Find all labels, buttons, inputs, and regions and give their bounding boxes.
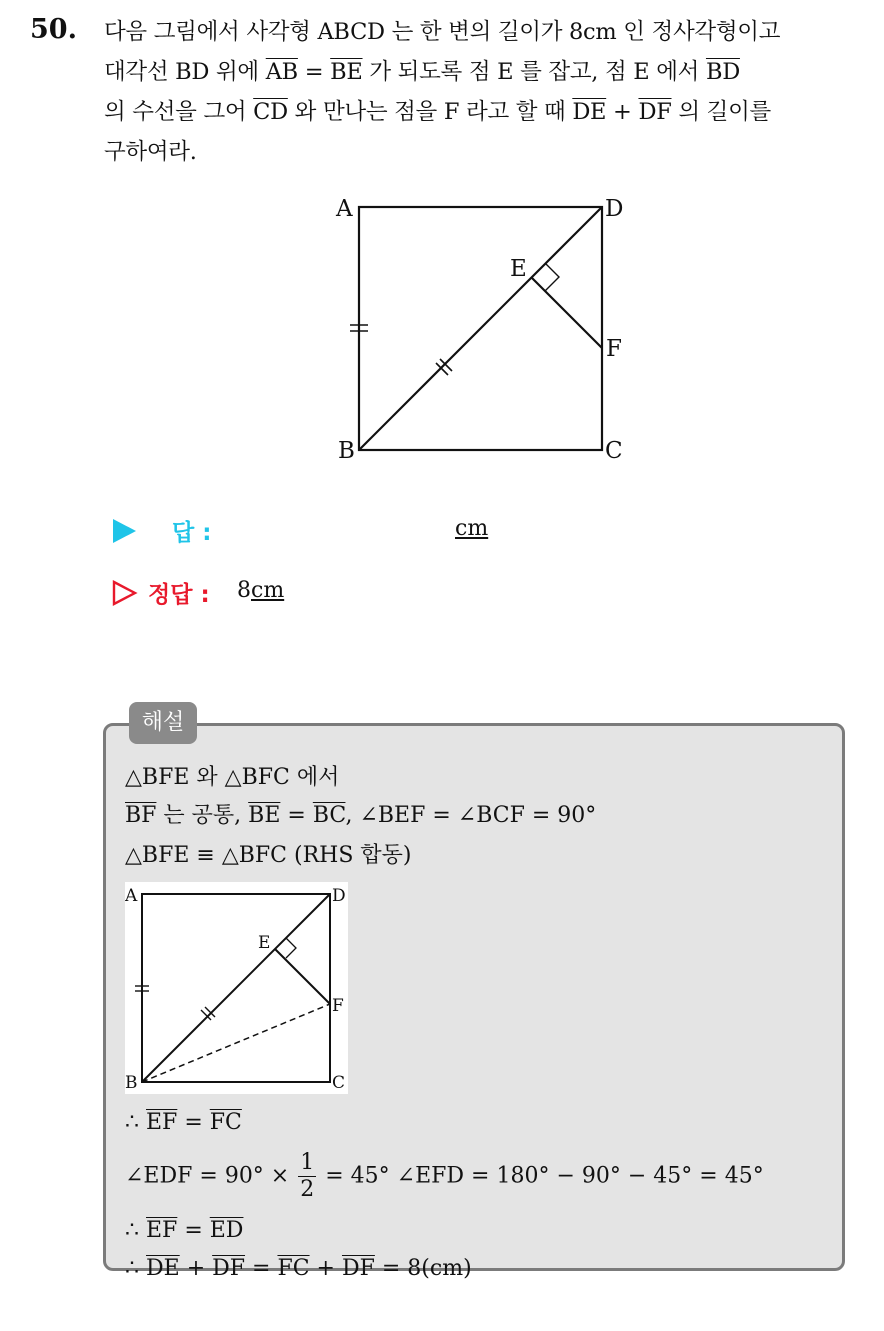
solution-line-2: $\overline{BF}$ 는 공통, $\overline{BE} = \overline{BC}$, ∠BEF = ∠BCF = 90°	[125, 803, 597, 828]
answer-unit: cm	[455, 516, 489, 541]
correct-label: 정답 :	[148, 582, 210, 608]
problem-line-3: 의 수선을 그어 $\overline{CD}$ 와 만나는 점을 F 라고 할 때 $\overline{DE} + \overline{DF}$ 의 길이를	[104, 99, 771, 125]
segment-ab: $\overline{AB}$	[265, 59, 298, 85]
solution-line-4: ∴ $\overline{EF} = \overline{FC}$	[125, 1110, 242, 1135]
problem-text	[104, 12, 864, 172]
segment-de: $\overline{DE}$	[572, 99, 607, 125]
tick-be	[436, 359, 452, 375]
perpendicular-ef	[531, 277, 602, 348]
answer-label: 답 :	[172, 520, 212, 546]
label-b: B	[338, 438, 355, 464]
play-outline-icon	[112, 580, 138, 606]
sol-label-e: E	[258, 933, 271, 953]
problem-number: 50.	[30, 14, 77, 45]
label-f: F	[606, 336, 622, 362]
play-icon	[112, 518, 138, 544]
label-e: E	[510, 256, 527, 282]
solution-tag: 해설	[129, 702, 197, 744]
sol-label-d: D	[332, 886, 346, 906]
main-figure	[330, 190, 640, 470]
problem-line-1: 다음 그림에서 사각형 ABCD 는 한 변의 길이가 8cm 인 정사각형이고	[104, 19, 781, 45]
fraction-one-half: $\frac{1}{2}$	[300, 1150, 315, 1202]
solution-line-7: ∴ $\overline{DE} + \overline{DF} = \overline{FC} + \overline{DF} = 8(cm)$	[125, 1256, 472, 1281]
segment-bd: $\overline{BD}$	[705, 59, 740, 85]
sol-label-f: F	[332, 996, 344, 1016]
label-c: C	[605, 438, 623, 464]
sol-label-c: C	[332, 1073, 346, 1093]
diagonal-bd	[359, 207, 602, 450]
sol-label-a: A	[125, 886, 138, 906]
problem-line-4: 구하여라.	[104, 139, 197, 165]
solution-line-3: △BFE ≡ △BFC (RHS 합동)	[125, 843, 412, 868]
label-d: D	[605, 196, 624, 222]
segment-cd: $\overline{CD}$	[253, 99, 288, 125]
segment-df: $\overline{DF}$	[638, 99, 672, 125]
solution-figure	[125, 882, 348, 1094]
solution-line-5: ∠EDF = 90° × $\frac{1}{2}$ = 45° ∠EFD = 180° − 90° − 45° = 45°	[125, 1150, 764, 1202]
right-angle-mark	[545, 263, 559, 291]
sol-label-b: B	[125, 1073, 138, 1093]
correct-value: 8	[237, 578, 251, 603]
correct-unit: cm	[251, 578, 285, 603]
problem-line-2: 대각선 BD 위에 $\overline{AB} = \overline{BE}$ 가 되도록 점 E 를 잡고, 점 E 에서 $\overline{BD}$	[104, 59, 740, 85]
solution-line-1: △BFE 와 △BFC 에서	[125, 765, 340, 790]
label-a: A	[336, 196, 353, 222]
segment-be: $\overline{BE}$	[330, 59, 363, 85]
solution-line-6: ∴ $\overline{EF} = \overline{ED}$	[125, 1218, 244, 1243]
